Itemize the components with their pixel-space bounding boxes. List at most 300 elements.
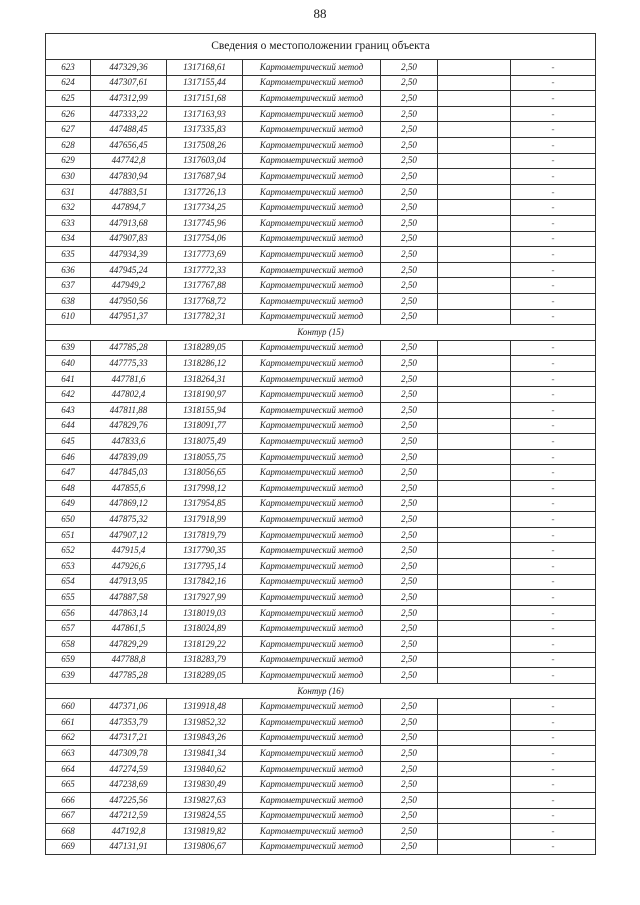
point-number: 623 xyxy=(46,60,91,76)
point-number: 650 xyxy=(46,512,91,528)
y-coordinate: 1317754,06 xyxy=(167,231,243,247)
table-row xyxy=(46,91,596,107)
description: - xyxy=(511,761,596,777)
accuracy: 2,50 xyxy=(381,777,438,793)
method: Картометрический метод xyxy=(243,652,381,668)
description: - xyxy=(511,481,596,497)
empty-cell xyxy=(438,839,511,855)
description: - xyxy=(511,387,596,403)
table-row xyxy=(46,371,596,387)
contour-header-row xyxy=(46,683,596,699)
description: - xyxy=(511,527,596,543)
x-coordinate: 447742,8 xyxy=(91,153,167,169)
point-number: 647 xyxy=(46,465,91,481)
point-number: 632 xyxy=(46,200,91,216)
method: Картометрический метод xyxy=(243,200,381,216)
empty-cell xyxy=(438,231,511,247)
empty-cell xyxy=(438,278,511,294)
y-coordinate: 1317726,13 xyxy=(167,184,243,200)
method: Картометрический метод xyxy=(243,481,381,497)
method: Картометрический метод xyxy=(243,465,381,481)
empty-cell xyxy=(438,512,511,528)
table-row xyxy=(46,559,596,575)
method: Картометрический метод xyxy=(243,808,381,824)
method: Картометрический метод xyxy=(243,371,381,387)
y-coordinate: 1319830,49 xyxy=(167,777,243,793)
x-coordinate: 447225,56 xyxy=(91,792,167,808)
x-coordinate: 447811,88 xyxy=(91,403,167,419)
point-number: 624 xyxy=(46,75,91,91)
empty-cell xyxy=(438,792,511,808)
x-coordinate: 447212,59 xyxy=(91,808,167,824)
x-coordinate: 447371,06 xyxy=(91,699,167,715)
y-coordinate: 1317773,69 xyxy=(167,247,243,263)
x-coordinate: 447894,7 xyxy=(91,200,167,216)
table-row xyxy=(46,699,596,715)
accuracy: 2,50 xyxy=(381,839,438,855)
accuracy: 2,50 xyxy=(381,75,438,91)
x-coordinate: 447785,28 xyxy=(91,340,167,356)
x-coordinate: 447861,5 xyxy=(91,621,167,637)
description: - xyxy=(511,434,596,450)
description: - xyxy=(511,559,596,575)
description: - xyxy=(511,184,596,200)
empty-cell xyxy=(438,293,511,309)
point-number: 627 xyxy=(46,122,91,138)
description: - xyxy=(511,278,596,294)
accuracy: 2,50 xyxy=(381,184,438,200)
y-coordinate: 1318155,94 xyxy=(167,403,243,419)
accuracy: 2,50 xyxy=(381,278,438,294)
point-number: 651 xyxy=(46,527,91,543)
x-coordinate: 447951,37 xyxy=(91,309,167,325)
y-coordinate: 1317155,44 xyxy=(167,75,243,91)
table-row xyxy=(46,169,596,185)
table-row xyxy=(46,652,596,668)
method: Картометрический метод xyxy=(243,75,381,91)
table-row xyxy=(46,387,596,403)
method: Картометрический метод xyxy=(243,714,381,730)
method: Картометрический метод xyxy=(243,574,381,590)
method: Картометрический метод xyxy=(243,137,381,153)
accuracy: 2,50 xyxy=(381,215,438,231)
description: - xyxy=(511,808,596,824)
method: Картометрический метод xyxy=(243,403,381,419)
empty-cell xyxy=(438,481,511,497)
method: Картометрический метод xyxy=(243,122,381,138)
y-coordinate: 1317918,99 xyxy=(167,512,243,528)
empty-cell xyxy=(438,668,511,684)
description: - xyxy=(511,231,596,247)
accuracy: 2,50 xyxy=(381,340,438,356)
empty-cell xyxy=(438,559,511,575)
point-number: 652 xyxy=(46,543,91,559)
accuracy: 2,50 xyxy=(381,574,438,590)
accuracy: 2,50 xyxy=(381,293,438,309)
method: Картометрический метод xyxy=(243,605,381,621)
empty-cell xyxy=(438,247,511,263)
description: - xyxy=(511,652,596,668)
point-number: 667 xyxy=(46,808,91,824)
y-coordinate: 1317163,93 xyxy=(167,106,243,122)
accuracy: 2,50 xyxy=(381,371,438,387)
y-coordinate: 1317842,16 xyxy=(167,574,243,590)
table-row xyxy=(46,636,596,652)
empty-cell xyxy=(438,340,511,356)
description: - xyxy=(511,60,596,76)
description: - xyxy=(511,293,596,309)
y-coordinate: 1318289,05 xyxy=(167,668,243,684)
point-number: 661 xyxy=(46,714,91,730)
accuracy: 2,50 xyxy=(381,60,438,76)
table-row xyxy=(46,512,596,528)
empty-cell xyxy=(438,371,511,387)
accuracy: 2,50 xyxy=(381,527,438,543)
accuracy: 2,50 xyxy=(381,761,438,777)
y-coordinate: 1319918,48 xyxy=(167,699,243,715)
point-number: 635 xyxy=(46,247,91,263)
table-row xyxy=(46,605,596,621)
x-coordinate: 447934,39 xyxy=(91,247,167,263)
x-coordinate: 447785,28 xyxy=(91,668,167,684)
accuracy: 2,50 xyxy=(381,621,438,637)
accuracy: 2,50 xyxy=(381,262,438,278)
table-row xyxy=(46,621,596,637)
y-coordinate: 1317745,96 xyxy=(167,215,243,231)
accuracy: 2,50 xyxy=(381,403,438,419)
x-coordinate: 447131,91 xyxy=(91,839,167,855)
description: - xyxy=(511,200,596,216)
x-coordinate: 447309,78 xyxy=(91,746,167,762)
y-coordinate: 1318075,49 xyxy=(167,434,243,450)
empty-cell xyxy=(438,543,511,559)
table-row xyxy=(46,403,596,419)
y-coordinate: 1318190,97 xyxy=(167,387,243,403)
table-row xyxy=(46,247,596,263)
empty-cell xyxy=(438,824,511,840)
x-coordinate: 447907,83 xyxy=(91,231,167,247)
point-number: 664 xyxy=(46,761,91,777)
table-row xyxy=(46,761,596,777)
description: - xyxy=(511,75,596,91)
x-coordinate: 447274,59 xyxy=(91,761,167,777)
description: - xyxy=(511,730,596,746)
accuracy: 2,50 xyxy=(381,309,438,325)
point-number: 649 xyxy=(46,496,91,512)
point-number: 643 xyxy=(46,403,91,419)
table-row xyxy=(46,527,596,543)
y-coordinate: 1317508,26 xyxy=(167,137,243,153)
accuracy: 2,50 xyxy=(381,699,438,715)
method: Картометрический метод xyxy=(243,621,381,637)
point-number: 637 xyxy=(46,278,91,294)
point-number: 648 xyxy=(46,481,91,497)
accuracy: 2,50 xyxy=(381,434,438,450)
accuracy: 2,50 xyxy=(381,824,438,840)
y-coordinate: 1318024,89 xyxy=(167,621,243,637)
point-number: 638 xyxy=(46,293,91,309)
table-row xyxy=(46,777,596,793)
method: Картометрический метод xyxy=(243,543,381,559)
x-coordinate: 447845,03 xyxy=(91,465,167,481)
x-coordinate: 447317,21 xyxy=(91,730,167,746)
point-number: 653 xyxy=(46,559,91,575)
y-coordinate: 1319841,34 xyxy=(167,746,243,762)
point-number: 662 xyxy=(46,730,91,746)
description: - xyxy=(511,512,596,528)
method: Картометрический метод xyxy=(243,91,381,107)
x-coordinate: 447833,6 xyxy=(91,434,167,450)
empty-cell xyxy=(438,418,511,434)
x-coordinate: 447875,32 xyxy=(91,512,167,528)
empty-cell xyxy=(438,91,511,107)
y-coordinate: 1317603,04 xyxy=(167,153,243,169)
y-coordinate: 1319840,62 xyxy=(167,761,243,777)
method: Картометрический метод xyxy=(243,839,381,855)
description: - xyxy=(511,714,596,730)
accuracy: 2,50 xyxy=(381,590,438,606)
point-number: 636 xyxy=(46,262,91,278)
empty-cell xyxy=(438,590,511,606)
accuracy: 2,50 xyxy=(381,792,438,808)
y-coordinate: 1318264,31 xyxy=(167,371,243,387)
empty-cell xyxy=(438,652,511,668)
x-coordinate: 447913,68 xyxy=(91,215,167,231)
accuracy: 2,50 xyxy=(381,605,438,621)
method: Картометрический метод xyxy=(243,262,381,278)
point-number: 656 xyxy=(46,605,91,621)
accuracy: 2,50 xyxy=(381,496,438,512)
x-coordinate: 447238,69 xyxy=(91,777,167,793)
point-number: 639 xyxy=(46,340,91,356)
table-row xyxy=(46,122,596,138)
x-coordinate: 447829,76 xyxy=(91,418,167,434)
method: Картометрический метод xyxy=(243,730,381,746)
boundary-table xyxy=(45,33,596,855)
description: - xyxy=(511,496,596,512)
x-coordinate: 447869,12 xyxy=(91,496,167,512)
x-coordinate: 447949,2 xyxy=(91,278,167,294)
table-row xyxy=(46,75,596,91)
empty-cell xyxy=(438,434,511,450)
y-coordinate: 1317767,88 xyxy=(167,278,243,294)
y-coordinate: 1318289,05 xyxy=(167,340,243,356)
description: - xyxy=(511,699,596,715)
y-coordinate: 1317734,25 xyxy=(167,200,243,216)
description: - xyxy=(511,636,596,652)
table-row xyxy=(46,434,596,450)
x-coordinate: 447353,79 xyxy=(91,714,167,730)
method: Картометрический метод xyxy=(243,512,381,528)
empty-cell xyxy=(438,184,511,200)
point-number: 668 xyxy=(46,824,91,840)
method: Картометрический метод xyxy=(243,293,381,309)
y-coordinate: 1317954,85 xyxy=(167,496,243,512)
description: - xyxy=(511,215,596,231)
x-coordinate: 447887,58 xyxy=(91,590,167,606)
x-coordinate: 447329,36 xyxy=(91,60,167,76)
point-number: 659 xyxy=(46,652,91,668)
table-row xyxy=(46,590,596,606)
method: Картометрический метод xyxy=(243,746,381,762)
y-coordinate: 1318055,75 xyxy=(167,449,243,465)
table-row xyxy=(46,60,596,76)
x-coordinate: 447913,95 xyxy=(91,574,167,590)
x-coordinate: 447312,99 xyxy=(91,91,167,107)
table-row xyxy=(46,668,596,684)
empty-cell xyxy=(438,153,511,169)
x-coordinate: 447863,14 xyxy=(91,605,167,621)
description: - xyxy=(511,574,596,590)
table-row xyxy=(46,465,596,481)
accuracy: 2,50 xyxy=(381,91,438,107)
accuracy: 2,50 xyxy=(381,668,438,684)
y-coordinate: 1319806,67 xyxy=(167,839,243,855)
accuracy: 2,50 xyxy=(381,106,438,122)
x-coordinate: 447829,29 xyxy=(91,636,167,652)
method: Картометрический метод xyxy=(243,387,381,403)
table-row xyxy=(46,839,596,855)
description: - xyxy=(511,137,596,153)
empty-cell xyxy=(438,714,511,730)
point-number: 646 xyxy=(46,449,91,465)
x-coordinate: 447883,51 xyxy=(91,184,167,200)
table-row xyxy=(46,418,596,434)
method: Картометрический метод xyxy=(243,777,381,793)
empty-cell xyxy=(438,777,511,793)
point-number: 663 xyxy=(46,746,91,762)
accuracy: 2,50 xyxy=(381,746,438,762)
y-coordinate: 1317335,83 xyxy=(167,122,243,138)
table-row xyxy=(46,824,596,840)
point-number: 644 xyxy=(46,418,91,434)
empty-cell xyxy=(438,496,511,512)
description: - xyxy=(511,340,596,356)
accuracy: 2,50 xyxy=(381,153,438,169)
empty-cell xyxy=(438,215,511,231)
description: - xyxy=(511,122,596,138)
empty-cell xyxy=(438,746,511,762)
description: - xyxy=(511,590,596,606)
empty-cell xyxy=(438,761,511,777)
empty-cell xyxy=(438,527,511,543)
table-title: Сведения о местоположении границ объекта xyxy=(46,34,596,60)
x-coordinate: 447926,6 xyxy=(91,559,167,575)
empty-cell xyxy=(438,636,511,652)
accuracy: 2,50 xyxy=(381,387,438,403)
empty-cell xyxy=(438,106,511,122)
point-number: 660 xyxy=(46,699,91,715)
method: Картометрический метод xyxy=(243,449,381,465)
method: Картометрический метод xyxy=(243,761,381,777)
description: - xyxy=(511,668,596,684)
table-row xyxy=(46,231,596,247)
table-row xyxy=(46,278,596,294)
description: - xyxy=(511,309,596,325)
method: Картометрический метод xyxy=(243,636,381,652)
point-number: 630 xyxy=(46,169,91,185)
empty-cell xyxy=(438,356,511,372)
point-number: 640 xyxy=(46,356,91,372)
y-coordinate: 1317790,35 xyxy=(167,543,243,559)
description: - xyxy=(511,465,596,481)
method: Картометрический метод xyxy=(243,153,381,169)
table-row xyxy=(46,137,596,153)
y-coordinate: 1317687,94 xyxy=(167,169,243,185)
y-coordinate: 1319824,55 xyxy=(167,808,243,824)
method: Картометрический метод xyxy=(243,792,381,808)
description: - xyxy=(511,777,596,793)
table-row xyxy=(46,262,596,278)
x-coordinate: 447488,45 xyxy=(91,122,167,138)
description: - xyxy=(511,403,596,419)
empty-cell xyxy=(438,605,511,621)
y-coordinate: 1317772,33 xyxy=(167,262,243,278)
y-coordinate: 1318091,77 xyxy=(167,418,243,434)
description: - xyxy=(511,824,596,840)
description: - xyxy=(511,262,596,278)
x-coordinate: 447915,4 xyxy=(91,543,167,559)
method: Картометрический метод xyxy=(243,668,381,684)
description: - xyxy=(511,605,596,621)
y-coordinate: 1317819,79 xyxy=(167,527,243,543)
point-number: 626 xyxy=(46,106,91,122)
y-coordinate: 1317782,31 xyxy=(167,309,243,325)
empty-cell xyxy=(438,465,511,481)
method: Картометрический метод xyxy=(243,699,381,715)
description: - xyxy=(511,106,596,122)
y-coordinate: 1319819,82 xyxy=(167,824,243,840)
method: Картометрический метод xyxy=(243,215,381,231)
method: Картометрический метод xyxy=(243,418,381,434)
description: - xyxy=(511,91,596,107)
point-number: 629 xyxy=(46,153,91,169)
point-number: 631 xyxy=(46,184,91,200)
x-coordinate: 447656,45 xyxy=(91,137,167,153)
x-coordinate: 447830,94 xyxy=(91,169,167,185)
table-row xyxy=(46,574,596,590)
y-coordinate: 1317151,68 xyxy=(167,91,243,107)
accuracy: 2,50 xyxy=(381,231,438,247)
point-number: 665 xyxy=(46,777,91,793)
empty-cell xyxy=(438,808,511,824)
empty-cell xyxy=(438,730,511,746)
x-coordinate: 447333,22 xyxy=(91,106,167,122)
method: Картометрический метод xyxy=(243,527,381,543)
accuracy: 2,50 xyxy=(381,636,438,652)
point-number: 666 xyxy=(46,792,91,808)
empty-cell xyxy=(438,387,511,403)
description: - xyxy=(511,449,596,465)
y-coordinate: 1317998,12 xyxy=(167,481,243,497)
point-number: 642 xyxy=(46,387,91,403)
accuracy: 2,50 xyxy=(381,512,438,528)
table-row xyxy=(46,184,596,200)
method: Картометрический метод xyxy=(243,184,381,200)
empty-cell xyxy=(438,137,511,153)
method: Картометрический метод xyxy=(243,309,381,325)
method: Картометрический метод xyxy=(243,434,381,450)
point-number: 655 xyxy=(46,590,91,606)
accuracy: 2,50 xyxy=(381,730,438,746)
accuracy: 2,50 xyxy=(381,169,438,185)
table-row xyxy=(46,449,596,465)
accuracy: 2,50 xyxy=(381,465,438,481)
point-number: 628 xyxy=(46,137,91,153)
x-coordinate: 447788,8 xyxy=(91,652,167,668)
table-row xyxy=(46,714,596,730)
x-coordinate: 447855,6 xyxy=(91,481,167,497)
